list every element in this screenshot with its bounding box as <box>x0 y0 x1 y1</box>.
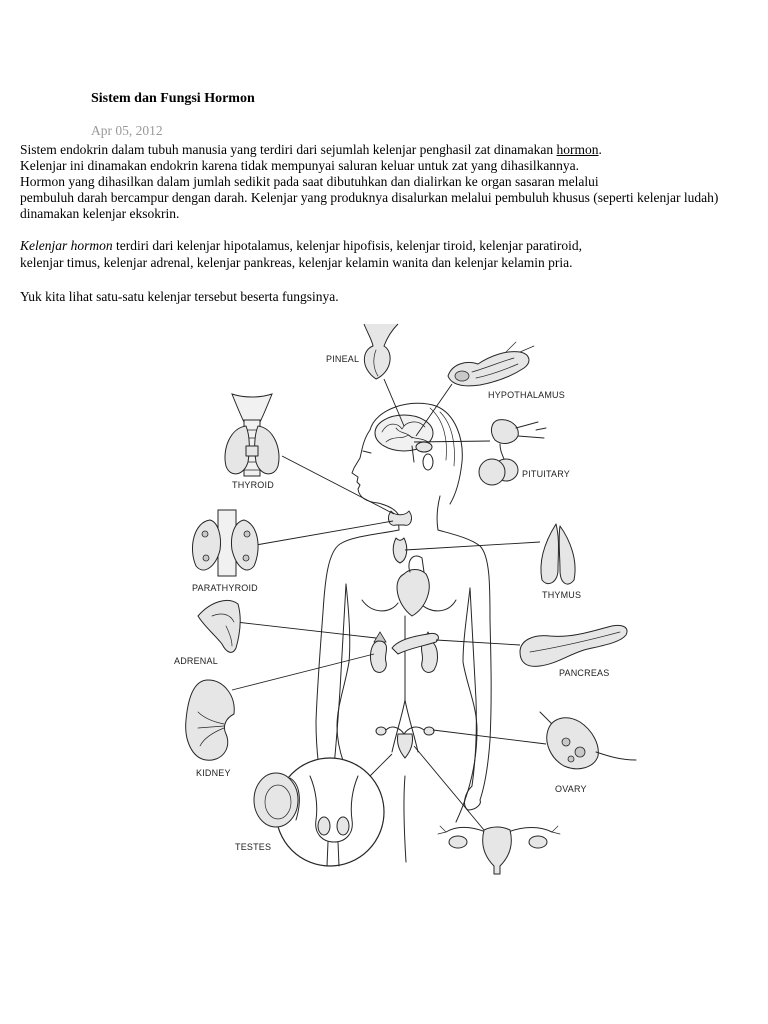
fallopian-tubes-in-body <box>386 727 424 734</box>
adrenal-illustration <box>198 600 240 652</box>
thymus-left-lobe <box>541 524 559 584</box>
intro-line-3: Hormon yang dihasilkan dalam jumlah sedikit pada saat dibutuhkan dan dialirkan ke organ sasaran melalui <box>20 174 599 189</box>
neck-back <box>437 496 440 530</box>
pineal-illustration <box>364 324 398 379</box>
heart <box>397 570 429 617</box>
label-thyroid: THYROID <box>232 480 274 490</box>
article-date: Apr 05, 2012 <box>91 123 163 138</box>
kidney-left-in-body <box>371 641 387 672</box>
ovary-left-in-body <box>376 727 386 735</box>
thyroid-isthmus <box>246 446 258 456</box>
label-pineal: PINEAL <box>326 354 360 364</box>
adrenal-connector <box>236 622 376 638</box>
right-torso-outline <box>456 588 477 822</box>
testes-inset <box>254 758 384 866</box>
label-parathyroid: PARATHYROID <box>192 583 258 593</box>
uterus-ovary-right <box>529 836 547 848</box>
kidney-connector <box>232 654 374 690</box>
label-kidney: KIDNEY <box>196 768 231 778</box>
parathyroid-left-lobe <box>192 520 220 570</box>
eye <box>363 451 371 453</box>
intro-line-1-text: Sistem endokrin dalam tubuh manusia yang terdiri dari sejumlah kelenjar penghasil zat dinamakan <box>20 142 557 157</box>
left-shoulder-arm-outline <box>316 530 399 776</box>
label-testes: TESTES <box>235 842 272 852</box>
glands-line-1-rest: terdiri dari kelenjar hipotalamus, kelenjar hipofisis, kelenjar tiroid, kelenjar paratiroid, <box>112 238 582 253</box>
outro-line: Yuk kita lihat satu-satu kelenjar tersebut beserta fungsinya. <box>20 289 339 304</box>
intro-line-1-end: . <box>598 142 602 157</box>
thymus-in-body <box>393 538 407 563</box>
parathyroid-connector <box>256 521 393 545</box>
ovary-right-in-body <box>424 727 434 735</box>
adrenal-gland <box>198 600 240 652</box>
uterus-connector <box>414 746 484 830</box>
kidney-illustration <box>186 680 235 760</box>
optic-chiasm <box>491 420 518 444</box>
label-thymus: THYMUS <box>542 590 582 600</box>
label-pituitary: PITUITARY <box>522 469 570 479</box>
parathyroid-illustration <box>192 510 258 576</box>
thymus-right-lobe <box>559 526 575 584</box>
follicle-3 <box>568 756 574 762</box>
glands-line-1 <box>20 238 582 254</box>
thymus-illustration <box>541 524 575 584</box>
label-ovary: OVARY <box>555 784 587 794</box>
uterus-in-body <box>397 734 412 758</box>
ovary-tube <box>596 752 636 760</box>
left-arm-inner <box>334 584 346 766</box>
pancreas-connector <box>436 640 520 645</box>
optic-nerves <box>516 422 546 438</box>
right-shoulder-arm-outline <box>438 530 491 800</box>
ovarian-ligament <box>540 712 552 724</box>
mammillary-body <box>455 371 469 381</box>
ovary-illustration <box>540 712 636 769</box>
label-pancreas: PANCREAS <box>559 668 610 678</box>
thyroid-illustration <box>225 394 279 476</box>
pineal-gland <box>364 324 398 379</box>
ear <box>423 454 433 470</box>
glands-lead-italic: Kelenjar hormon <box>20 238 113 253</box>
parathyroid-gland-1 <box>202 531 208 537</box>
testes-connector <box>370 754 392 776</box>
thyroid-connector <box>282 456 394 514</box>
inner-thigh-line <box>404 776 406 862</box>
testis-left-small <box>318 817 330 835</box>
endocrine-system-diagram <box>0 315 768 885</box>
intro-line-5: dinamakan kelenjar eksokrin. <box>20 206 180 221</box>
testis-right-small <box>337 817 349 835</box>
hormon-link[interactable]: hormon <box>556 142 599 157</box>
article-title: Sistem dan Fungsi Hormon <box>91 91 255 106</box>
intro-line-1 <box>20 142 602 158</box>
pituitary-anterior-lobe <box>479 459 505 485</box>
larynx <box>232 394 272 422</box>
hypothalamus-connector <box>416 384 452 436</box>
uterus-illustration <box>438 826 560 874</box>
label-hypothalamus: HYPOTHALAMUS <box>488 390 565 400</box>
parathyroid-gland-2 <box>203 555 209 561</box>
follicle-2 <box>575 747 585 757</box>
brain <box>375 415 433 462</box>
right-hand <box>465 786 481 810</box>
hypothalamus-illustration <box>448 342 534 386</box>
internal-organs <box>371 511 439 758</box>
pancreas-shape <box>520 625 627 666</box>
cerebellum <box>416 442 432 452</box>
thymus-connector <box>405 542 540 550</box>
parathyroid-gland-4 <box>243 555 249 561</box>
follicle-1 <box>562 738 570 746</box>
intro-line-2: Kelenjar ini dinamakan endokrin karena tidak mempunyai saluran keluar untuk zat yang dihasilkannya. <box>20 158 579 173</box>
parathyroid-gland-3 <box>244 531 250 537</box>
uterus-ovary-left <box>449 836 467 848</box>
pancreas-illustration <box>520 625 627 666</box>
pituitary-stalk <box>500 444 504 459</box>
uterus-body <box>483 827 512 874</box>
glands-line-2: kelenjar timus, kelenjar adrenal, kelenjar pankreas, kelenjar kelamin wanita dan kelenjar kelamin pria. <box>20 255 573 270</box>
adrenal-left-in-body <box>374 632 386 642</box>
intro-line-4: pembuluh darah bercampur dengan darah. Kelenjar yang produknya disalurkan melalui pembuluh khusus (seperti kelenjar ludah) <box>20 190 719 205</box>
label-adrenal: ADRENAL <box>174 656 218 666</box>
